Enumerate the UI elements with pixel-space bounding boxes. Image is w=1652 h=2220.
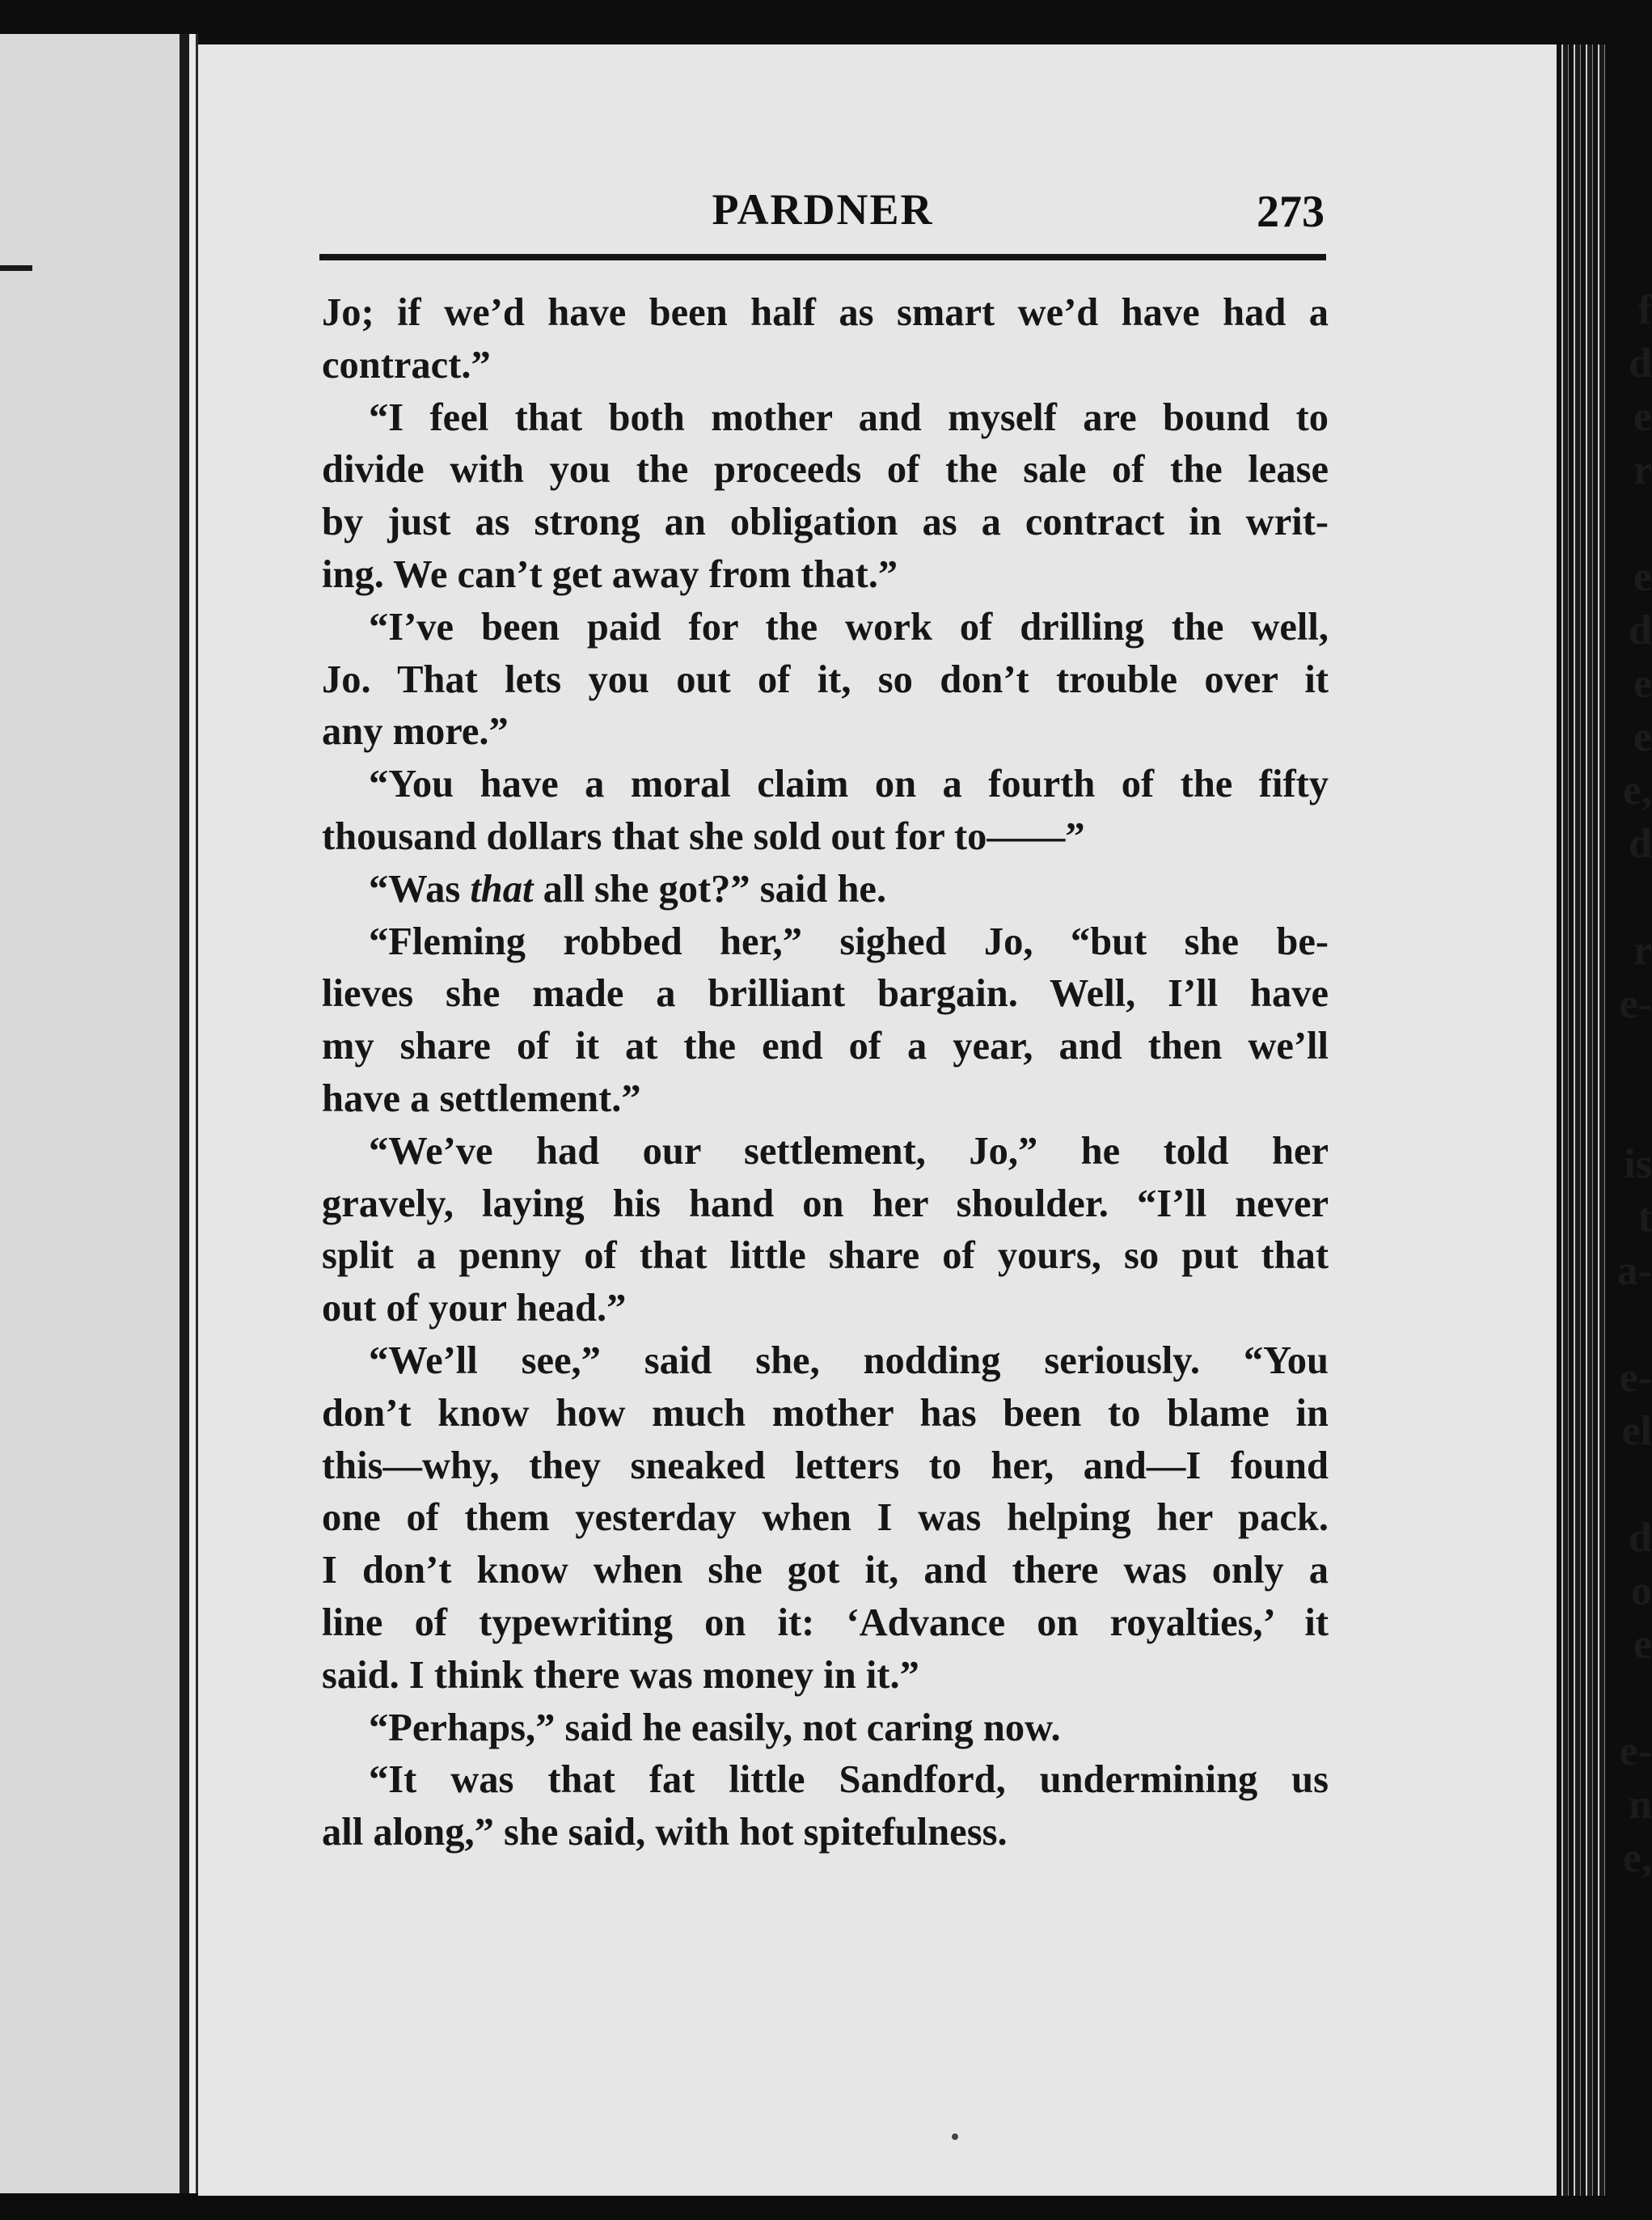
text-line: don’t know how much mother has been to blame in — [322, 1391, 1329, 1435]
text-line: have a settlement.” — [322, 1076, 641, 1120]
running-head — [319, 184, 1326, 249]
text-line: “We’ll see,” said she, nodding seriously. “You — [369, 1338, 1329, 1382]
facing-page-fragment: e, — [1622, 1835, 1652, 1881]
facing-page-fragment: d — [1629, 340, 1652, 387]
facing-page-fragment: d — [1629, 607, 1652, 653]
facing-page-fragment: e — [1633, 394, 1652, 440]
text-line: by just as strong an obligation as a contract in writ- — [322, 501, 1329, 544]
text-line: this—why, they sneaked letters to her, and—I found — [322, 1444, 1329, 1487]
text-run: all she got?” said he. — [533, 867, 887, 911]
emphasis: that — [470, 867, 534, 911]
text-line: I don’t know when she got it, and there was only a — [322, 1549, 1329, 1592]
text-line — [322, 864, 1329, 916]
page-number: 273 — [1257, 187, 1325, 237]
text-line: said. I think there was money in it.” — [322, 1653, 919, 1697]
text-line: gravely, laying his hand on her shoulder. “I’ll never — [322, 1182, 1329, 1225]
facing-page-fragment: d — [1629, 1515, 1652, 1561]
page-edge — [1557, 44, 1605, 2196]
scan-speck — [952, 2133, 958, 2140]
facing-page-fragment: o — [1631, 1568, 1652, 1614]
facing-page-fragment: a- — [1616, 1248, 1652, 1294]
facing-page-fragment: r — [1633, 447, 1652, 493]
text-line: ing. We can’t get away from that.” — [322, 552, 898, 596]
text-line: “I feel that both mother and myself are bound to — [369, 395, 1329, 439]
text-line: my share of it at the end of a year, and then we’ll — [322, 1025, 1329, 1068]
text-line: “We’ve had our settlement, Jo,” he told her — [369, 1129, 1329, 1173]
text-line: all along,” she said, with hot spitefulness. — [322, 1811, 1008, 1854]
facing-page-rule — [0, 265, 32, 271]
running-title: PARDNER — [712, 185, 934, 234]
text-run: “Was — [369, 867, 471, 911]
facing-page-fragment: e — [1633, 661, 1652, 707]
facing-page — [0, 34, 180, 2193]
text-line: “You have a moral claim on a fourth of the fifty — [369, 763, 1329, 806]
text-line: Jo; if we’d have been half as smart we’d have had a — [322, 291, 1329, 334]
facing-page-fragment: r — [1633, 928, 1652, 974]
text-line: line of typewriting on it: ‘Advance on royalties,’ it — [322, 1601, 1329, 1644]
facing-page-fragment: t — [1637, 1195, 1652, 1241]
facing-page-fragment: is — [1624, 1141, 1652, 1187]
text-line: “Fleming robbed her,” sighed Jo, “but she be- — [369, 920, 1329, 963]
text-line: lieves she made a brilliant bargain. Well, I’ll have — [322, 972, 1329, 1016]
text-line: Jo. That lets you out of it, so don’t trouble over it — [322, 658, 1329, 701]
text-line: “Perhaps,” said he easily, not caring now. — [369, 1706, 1061, 1749]
facing-page-fragment: el — [1621, 1408, 1652, 1454]
facing-page-fragment: e — [1633, 554, 1652, 600]
facing-page-fragment: e, — [1622, 767, 1652, 814]
text-line: one of them yesterday when I was helping her pack. — [322, 1496, 1329, 1540]
gutter-highlight — [189, 34, 196, 2193]
text-line: divide with you the proceeds of the sale of the lease — [322, 448, 1329, 492]
body-text — [322, 287, 1329, 1859]
facing-page-fragment: e — [1633, 714, 1652, 760]
facing-page-fragment: e- — [1619, 981, 1652, 1027]
facing-page-fragment: e- — [1619, 1355, 1652, 1401]
text-line: “It was that fat little Sandford, undermining us — [369, 1758, 1329, 1802]
facing-page-fragment: d — [1629, 821, 1652, 867]
text-line: “I’ve been paid for the work of drilling the well, — [369, 605, 1329, 649]
text-line: thousand dollars that she sold out for to——” — [322, 814, 1085, 858]
text-line: out of your head.” — [322, 1287, 627, 1330]
facing-page-fragment: n — [1629, 1782, 1652, 1828]
text-line: any more.” — [322, 710, 509, 754]
gutter-shadow — [180, 34, 189, 2193]
text-line: contract.” — [322, 343, 491, 387]
text-line: split a penny of that little share of yours, so put that — [322, 1234, 1329, 1278]
facing-page-fragment: e — [1633, 1622, 1652, 1668]
facing-page-fragment: e- — [1619, 1728, 1652, 1774]
header-rule — [319, 254, 1326, 260]
facing-page-fragment: f — [1637, 287, 1652, 333]
